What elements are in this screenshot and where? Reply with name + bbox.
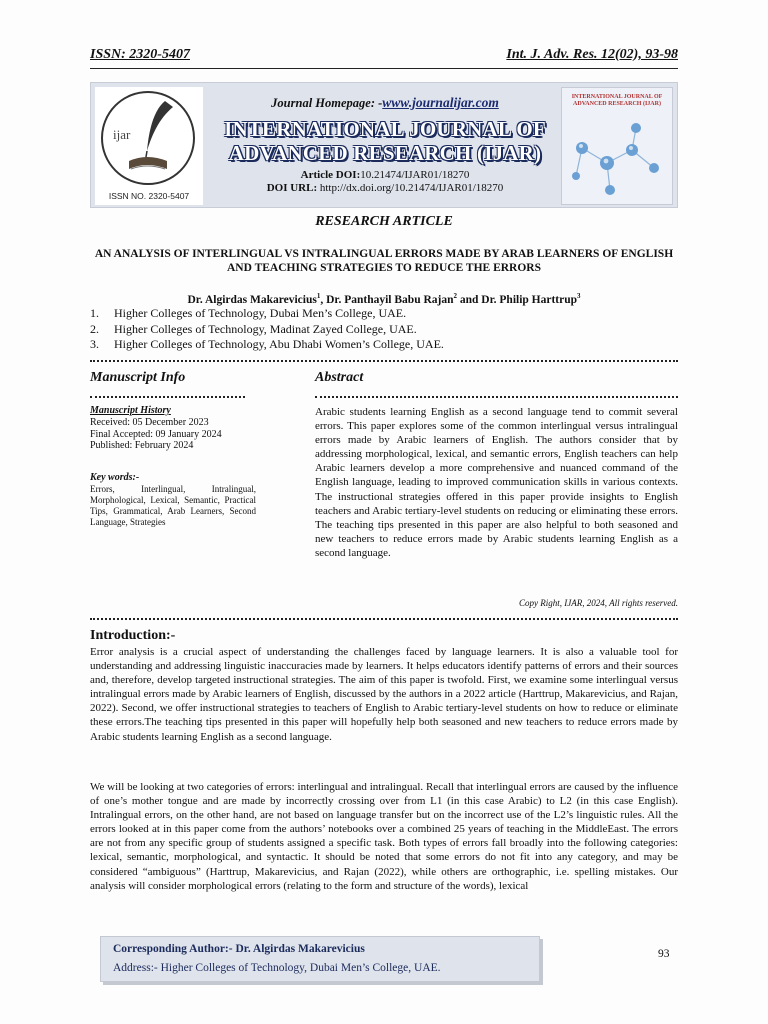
keywords-text: Errors, Interlingual, Intralingual, Morphological, Lexical, Semantic, Practical Tips, Grammatical, Arab Learners, Second Language, Strategies (90, 483, 256, 527)
introduction-heading: Introduction:- (90, 628, 176, 643)
affiliation-text: Higher Colleges of Technology, Madinat Zayed College, UAE. (114, 321, 417, 336)
accepted-date: Final Accepted: 09 January 2024 (90, 428, 222, 440)
history-heading: Manuscript History (90, 405, 171, 416)
logo-text: ijar (113, 127, 131, 142)
journal-title-line1: INTERNATIONAL JOURNAL OF (224, 117, 546, 141)
introduction-paragraph-2: We will be looking at two categories of errors: interlingual and intralingual. Recall that interlingual errors are caused by the influence of one’s mother tongue and are made by incorrectly crossing over from L1 (in this case Arabic) to L2 (in this case English). Intralingual errors, on the other hand, are not based on language transfer but on the incorrect use of the L2’s linguistic rules. All the errors looked at in this paper come from the authors’ notebooks over a combined 25 years of teaching in the MiddleEast. The errors are not from any specific group of students assigned a specific task. Both types of errors fall broadly into the following categories: lexical, semantic, morphological, and syntactic. It should be noted that some errors do not fit into any category, and may be considered “ambiguous” (Harttrup, Makarevicius, and Rajan (2022), while others are orthographic, i.e. spelling mistakes. Our analysis will consider morphological errors (relating to the form and structure of the words), lexical (90, 781, 678, 892)
author-sup: 2 (453, 292, 457, 300)
dotted-divider (90, 396, 245, 398)
page-number: 93 (658, 948, 670, 960)
author-list: Dr. Algirdas Makarevicius$^1$, Dr. Panthayil Babu Rajan$^2$ and Dr. Philip Harttrup$^3$ (187, 292, 581, 306)
affiliation-text: Higher Colleges of Technology, Dubai Men’s College, UAE. (114, 306, 407, 320)
abstract-text: Arabic students learning English as a second language tend to commit several errors. This paper explores some of the common interlingual versus intralingual errors made by Arabic learners of English. The authors consider that by addressing morphological, lexical, and semantic errors, English teachers can help Arabic learners develop a more comprehensive and nuanced command of the English language, leading to improved communication skills in various contexts. The instructional strategies offered in this paper provide insights to English teachers and Arabic tertiary-level students on reducing or eliminating these errors. The teaching tips presented in this paper are also helpful to both seasoned and new teachers to reduce errors made by Arabic students learning English as a second language. (315, 406, 678, 559)
author-name: Dr. Algirdas Makarevicius (187, 293, 317, 306)
author-name: Dr. Philip Harttrup (481, 293, 578, 306)
homepage-link[interactable]: www.journalijar.com (382, 95, 499, 110)
doi-url-label: DOI URL: (266, 182, 318, 194)
manuscript-info-heading: Manuscript Info (90, 370, 186, 385)
doi-url-link[interactable]: http://dx.doi.org/10.21474/IJAR01/18270 (319, 182, 504, 194)
doi-value: 10.21474/IJAR01/18270 (360, 169, 470, 181)
abstract-heading: Abstract (315, 370, 364, 385)
cover-title: INTERNATIONAL JOURNAL OF ADVANCED RESEARCH (IJAR) (571, 94, 663, 107)
issn-label: ISSN: 2320-5407 (90, 47, 190, 62)
affiliation-number: 2. (90, 321, 99, 336)
published-date: Published: February 2024 (90, 440, 194, 452)
molecule-graphic-icon (562, 88, 673, 205)
paper-title: AN ANALYSIS OF INTERLINGUAL VS INTRALINGUAL ERRORS MADE BY ARAB LEARNERS OF ENGLISH AND TEACHING STRATEGIES TO REDUCE THE ERRORS (94, 248, 674, 274)
author-name: Dr. Panthayil Babu Rajan (326, 293, 454, 306)
journal-cover-image (561, 87, 673, 205)
corresponding-author-box (100, 936, 540, 982)
received-date: Received: 05 December 2023 (90, 416, 209, 428)
logo-issn: ISSN NO. 2320-5407 (108, 191, 190, 201)
article-type: RESEARCH ARTICLE (315, 214, 453, 229)
corresponding-author: Corresponding Author:- Dr. Algirdas Makarevicius (113, 943, 365, 955)
doi-label: Article DOI: (300, 169, 361, 181)
dotted-divider (315, 396, 678, 398)
manuscript-info (90, 405, 256, 528)
journal-citation: Int. J. Adv. Res. 12(02), 93-98 (506, 47, 678, 62)
journal-title-line2: ADVANCED RESEARCH (IJAR) (228, 141, 542, 165)
dotted-divider (90, 618, 678, 624)
affiliation-list (90, 306, 678, 353)
author-address: Address:- Higher Colleges of Technology, Dubai Men’s College, UAE. (113, 962, 441, 974)
running-header (90, 46, 678, 69)
affiliation-item (90, 306, 678, 322)
dotted-divider (90, 360, 678, 366)
affiliation-item (90, 322, 678, 338)
homepage-label: Journal Homepage: - (271, 96, 383, 110)
copyright-notice: Copy Right, IJAR, 2024, All rights reserved. (519, 598, 678, 608)
introduction-paragraph-1: Error analysis is a crucial aspect of understanding the challenges faced by language learners. It is also a valuable tool for understanding and addressing linguistic inaccuracies made by learners. It helps educators identify patterns of errors and their sources and, therefore, develop targeted instructional strategies. The aim of this paper is twofold. First, we examine some interlingual versus intralingual errors made by Arabic learners of English, discussed by the authors in a 2022 article (Harttrup, Makarevicius, and Rajan, 2022). Second, we offer instructional strategies to teachers of English to Arabic tertiary-level students on how to reduce or eliminate these errors.The teaching tips presented in this paper will hopefully help both seasoned and new teachers to reduce errors made by Arabic students learning English as a second language. (90, 646, 678, 743)
author-sup: 3 (577, 292, 581, 300)
affiliation-text: Higher Colleges of Technology, Abu Dhabi Women’s College, UAE. (114, 337, 444, 351)
affiliation-number: 3. (90, 337, 99, 351)
affiliation-number: 1. (90, 306, 99, 320)
journal-banner (90, 82, 678, 208)
keywords-heading: Key words:- (90, 472, 140, 484)
author-sup: 1 (316, 292, 321, 300)
affiliation-item (90, 337, 678, 353)
